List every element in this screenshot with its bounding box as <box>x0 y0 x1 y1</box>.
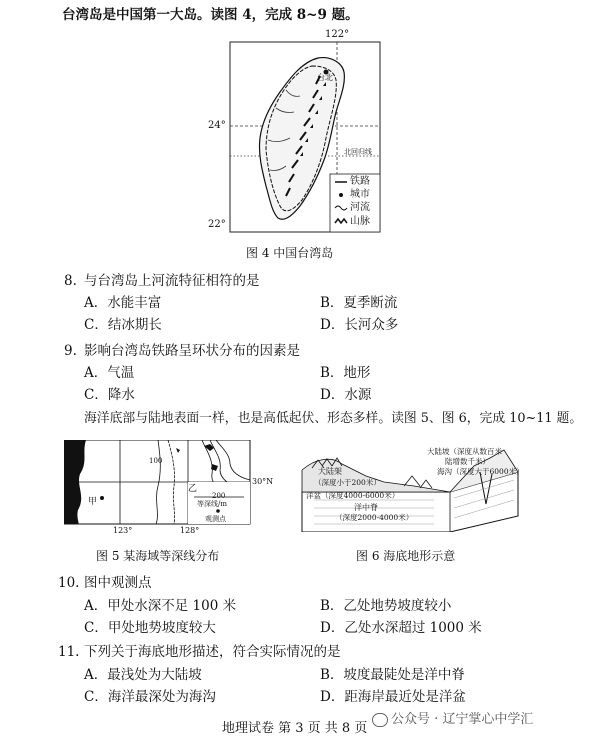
q10-stem: 图中观测点 <box>84 575 152 591</box>
fig6-ridge2-label: （深度2000-4000米） <box>335 513 414 522</box>
fig5-lat-label: 30°N <box>252 477 274 486</box>
q8-option-d[interactable]: D．长河众多 <box>320 317 399 333</box>
q11-option-b[interactable]: B．坡度最陡处是洋中脊 <box>320 667 465 683</box>
q11-number: 11. <box>58 644 80 660</box>
watermark-text: 公众号 · 辽宁掌心中学汇 <box>391 712 534 727</box>
taiwan-map <box>0 0 595 270</box>
point-jia <box>100 496 104 500</box>
q9-stem: 影响台湾岛铁路呈环状分布的因素是 <box>84 343 300 359</box>
fig6-shelf-label: 大陆架 <box>318 467 342 476</box>
city-label: 台北 <box>317 73 333 82</box>
q10-number: 10. <box>58 575 80 591</box>
q8-option-a[interactable]: A．水能丰富 <box>84 295 162 311</box>
fig6-basin-label: 洋盆（深度4000-6000米） <box>306 491 400 500</box>
fig5-lon1-label: 123° <box>113 526 133 535</box>
q9-option-a[interactable]: A．气温 <box>84 365 135 381</box>
watermark <box>372 708 533 727</box>
legend-river: 河流 <box>350 202 370 213</box>
fig6-trench-label: 海沟（深度大于6000米） <box>437 467 524 476</box>
wechat-icon <box>372 713 388 727</box>
lat22-label: 22° <box>208 219 226 230</box>
q10-option-b[interactable]: B．乙处地势坡度较小 <box>320 598 452 614</box>
fig5-legend-200: 200 <box>212 492 226 500</box>
q8-number: 8. <box>64 273 77 289</box>
fig6-caption: 图 6 海底地形示意 <box>356 549 456 563</box>
intro-text: 台湾岛是中国第一大岛。读图 4，完成 8~9 题。 <box>62 7 359 23</box>
q8-option-c[interactable]: C．结冰期长 <box>84 317 162 333</box>
q11-option-d[interactable]: D．距海岸最近处是洋盆 <box>320 689 466 705</box>
fig4-caption: 图 4 中国台湾岛 <box>246 246 334 260</box>
q9-option-c[interactable]: C．降水 <box>84 387 135 403</box>
fig6-ridge-label: 洋中脊 <box>354 503 378 512</box>
legend-city: 城市 <box>350 189 370 200</box>
q9-option-b[interactable]: B．地形 <box>320 365 371 381</box>
legend-railway: 铁路 <box>350 176 370 187</box>
fig5-legend-point: 观测点 <box>205 515 226 523</box>
q11-option-a[interactable]: A．最浅处为大陆坡 <box>84 667 202 683</box>
fig5-label-jia: 甲 <box>88 497 98 507</box>
q8-option-b[interactable]: B．夏季断流 <box>320 295 398 311</box>
q11-stem: 下列关于海底地形描述，符合实际情况的是 <box>84 644 341 660</box>
tropic-label: 北回归线 <box>344 148 372 156</box>
q11-option-c[interactable]: C．海洋最深处为海沟 <box>84 689 216 705</box>
q9-option-d[interactable]: D．水源 <box>320 387 372 403</box>
fig5-contour-100: 100 <box>149 457 163 465</box>
longitude-label: 122° <box>325 29 350 40</box>
intro2-text: 海洋底部与陆地表面一样，也是高低起伏、形态多样。读图 5、图 6，完成 10~11 题。 <box>84 411 583 426</box>
q9-number: 9. <box>64 343 77 359</box>
page-footer: 地理试卷 第 3 页 共 8 页 <box>222 721 368 736</box>
fig5-contour-map <box>64 440 264 540</box>
q10-option-d[interactable]: D．乙处水深超过 1000 米 <box>320 620 482 636</box>
fig5-legend-contour: 等深线/m <box>197 500 227 508</box>
fig6-shelf2-label: （深度小于200米） <box>314 478 381 487</box>
fig5-caption: 图 5 某海域等深线分布 <box>96 549 220 563</box>
q10-option-a[interactable]: A．甲处水深不足 100 米 <box>84 598 237 614</box>
fig6-slope-label: 大陆坡（深度从数百米 <box>427 447 502 456</box>
fig5-label-yi: 乙 <box>188 484 198 494</box>
q10-option-c[interactable]: C．甲处地势坡度较大 <box>84 620 216 636</box>
lat24-label: 24° <box>208 120 226 131</box>
fig6-slope2-label: 陆增数千米） <box>445 457 490 466</box>
fig5-lon2-label: 128° <box>180 526 200 535</box>
q8-stem: 与台湾岛上河流特征相符的是 <box>84 273 260 289</box>
legend-mountain: 山脉 <box>350 216 370 227</box>
